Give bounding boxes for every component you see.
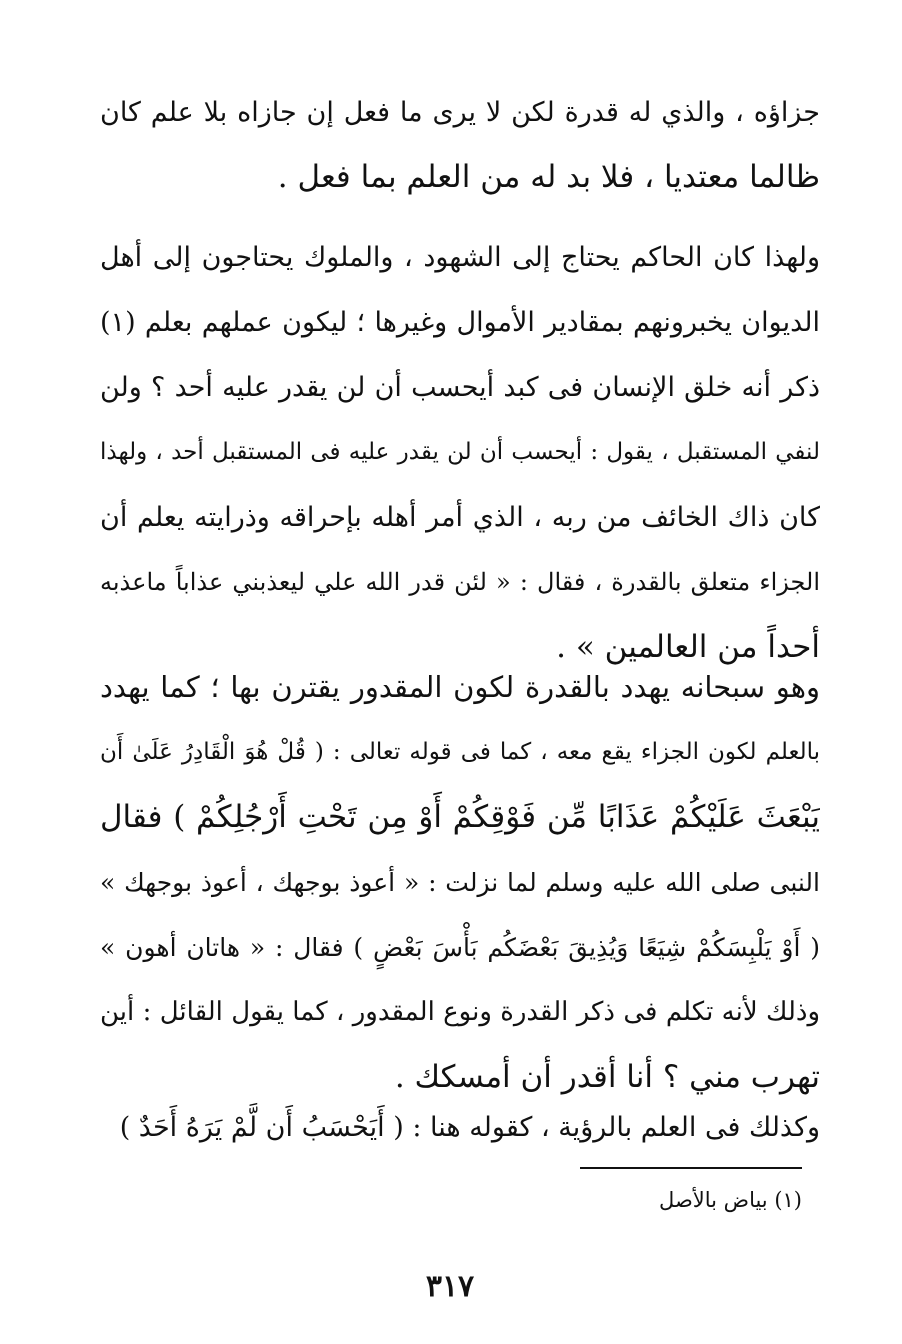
- footnote: (١) بياض بالأصل: [659, 1188, 802, 1212]
- text-line: الديوان يخبرونهم بمقادير الأموال وغيرها ؛ ليكون عملهم بعلم (١): [100, 307, 820, 338]
- text-line: كان ذاك الخائف من ربه ، الذي أمر أهله بإحراقه وذرايته يعلم أن: [100, 502, 820, 533]
- text-line: ذكر أنه خلق الإنسان فى كبد أيحسب أن لن يقدر عليه أحد ؟ ولن: [100, 372, 820, 403]
- paragraph-2: [100, 225, 820, 680]
- paragraph-4: [100, 1095, 820, 1160]
- text-line: وهو سبحانه يهدد بالقدرة لكون المقدور يقترن بها ؛ كما يهدد: [100, 670, 820, 704]
- text-line: ولهذا كان الحاكم يحتاج إلى الشهود ، والملوك يحتاجون إلى أهل: [100, 242, 820, 273]
- text-line: بالعلم لكون الجزاء يقع معه ، كما فى قوله تعالى : ( قُلْ هُوَ الْقَادِرُ عَلَىٰ أَن: [100, 739, 820, 765]
- paragraph-1: [100, 80, 820, 210]
- quran-verse-line: يَبْعَثَ عَلَيْكُمْ عَذَابًا مِّن فَوْقِكُمْ أَوْ مِن تَحْتِ أَرْجُلِكُمْ ) فقال: [100, 799, 820, 835]
- text-line: الجزاء متعلق بالقدرة ، فقال : « لئن قدر الله علي ليعذبني عذاباً ماعذبه: [100, 568, 820, 596]
- text-line: تهرب مني ؟ أنا أقدر أن أمسكك .: [394, 1059, 820, 1095]
- text-line: أحداً من العالمين » .: [556, 629, 820, 665]
- text-line: جزاؤه ، والذي له قدرة لكن لا يرى ما فعل إن جازاه بلا علم كان: [100, 97, 820, 128]
- text-line: ظالما معتديا ، فلا بد له من العلم بما فعل .: [277, 159, 820, 195]
- text-line: وكذلك فى العلم بالرؤية ، كقوله هنا : ( أَيَحْسَبُ أَن لَّمْ يَرَهُ أَحَدٌ ): [119, 1112, 820, 1143]
- footnote-divider: [580, 1167, 802, 1169]
- paragraph-3: [100, 655, 820, 1110]
- quran-verse-line: ( أَوْ يَلْبِسَكُمْ شِيَعًا وَيُذِيقَ بَعْضَكُم بَأْسَ بَعْضٍ ) فقال : « هاتان أهون »: [100, 933, 820, 962]
- page-number: ٣١٧: [425, 1269, 475, 1304]
- text-line: وذلك لأنه تكلم فى ذكر القدرة ونوع المقدور ، كما يقول القائل : أين: [100, 997, 820, 1027]
- text-line: لنفي المستقبل ، يقول : أيحسب أن لن يقدر عليه فى المستقبل أحد ، ولهذا: [100, 439, 820, 465]
- text-line: النبى صلى الله عليه وسلم لما نزلت : « أعوذ بوجهك ، أعوذ بوجهك »: [100, 868, 820, 897]
